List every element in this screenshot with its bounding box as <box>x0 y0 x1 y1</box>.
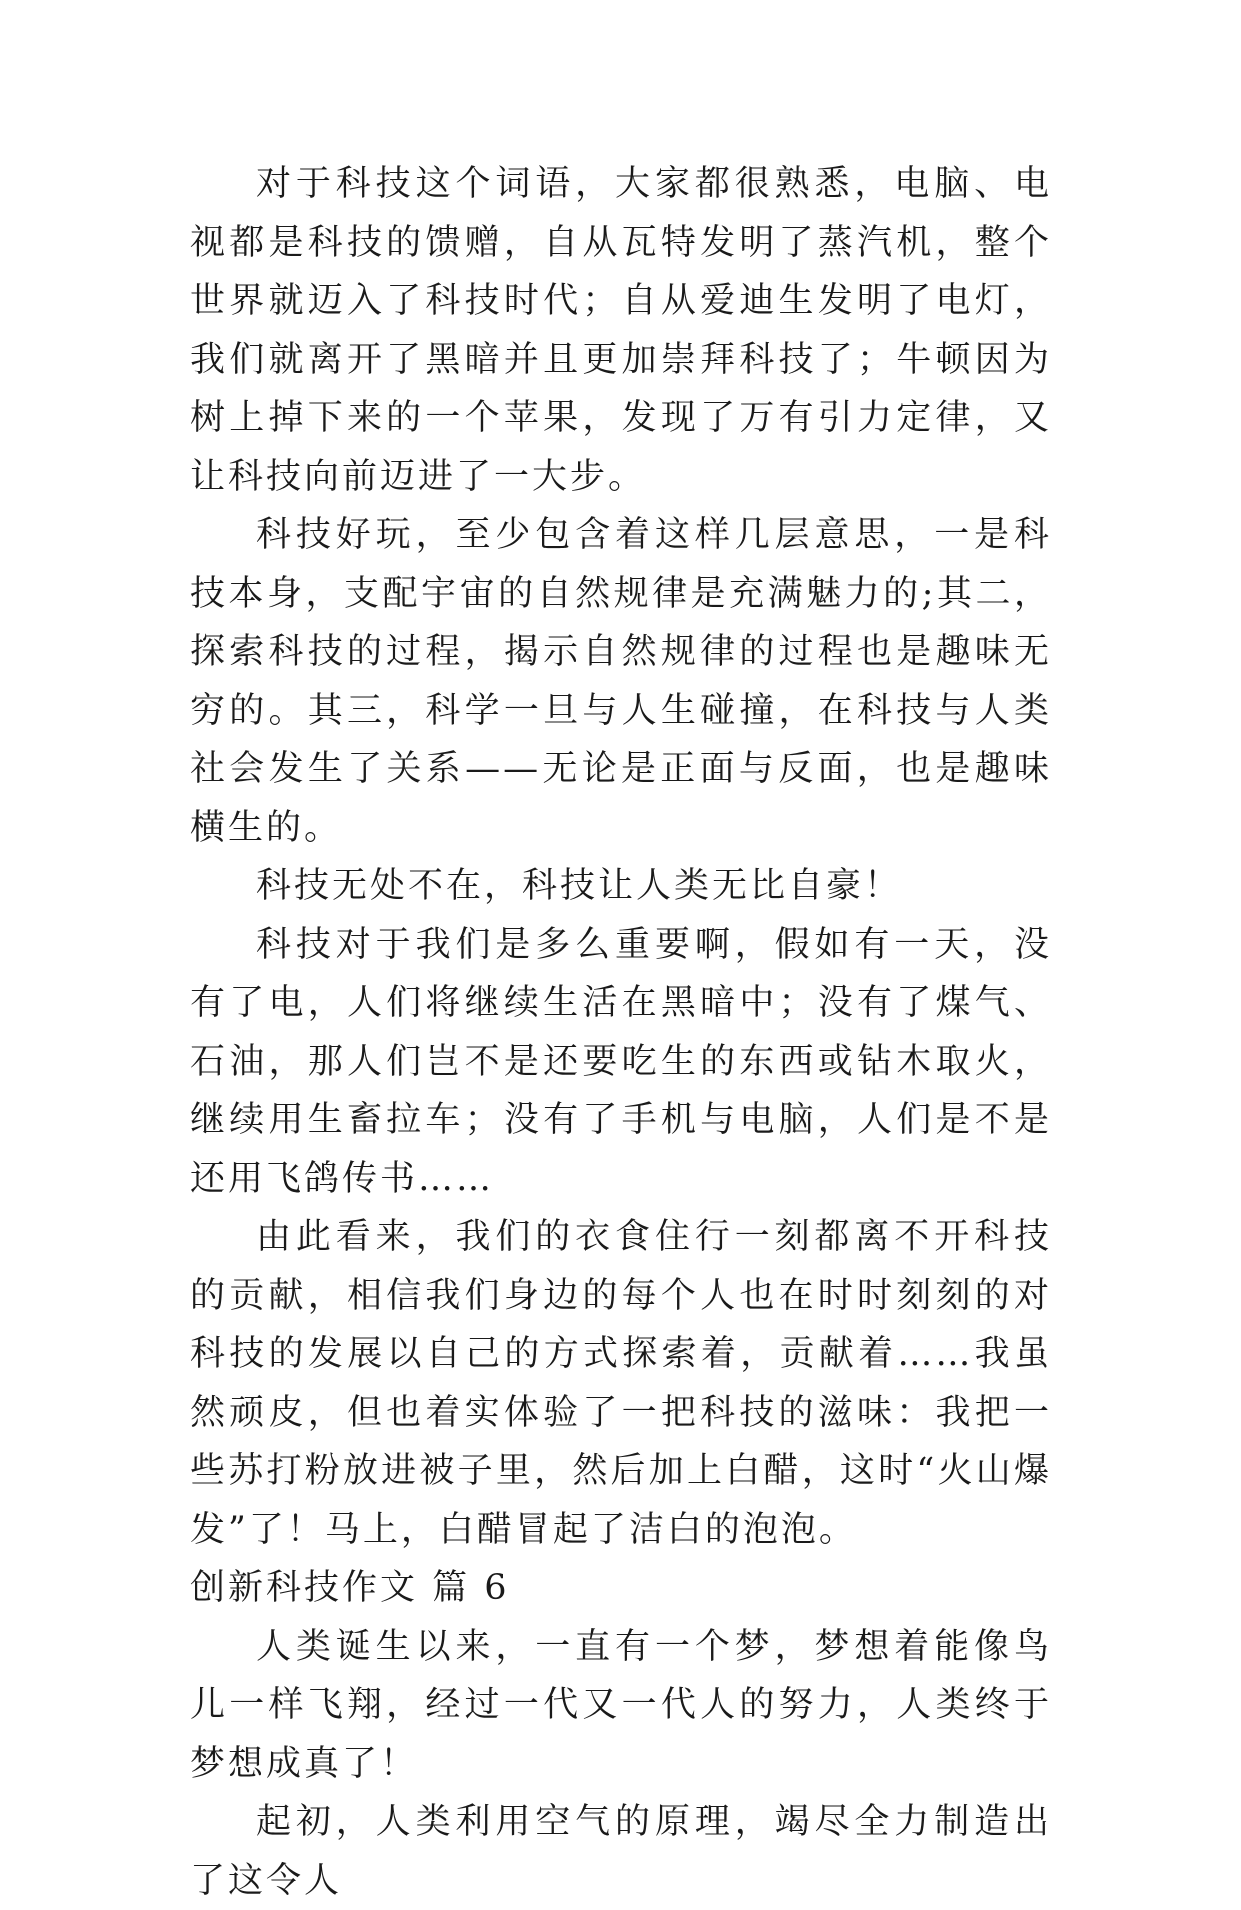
paragraph-technology-importance: 科技对于我们是多么重要啊，假如有一天，没有了电，人们将继续生活在黑暗中；没有了煤气、石油，那人们岂不是还要吃生的东西或钻木取火，继续用生畜拉车；没有了手机与电脑，人们是不是还用飞鸽传书…… <box>190 924 1052 1199</box>
paragraph-technology-history: 对于科技这个词语，大家都很熟悉，电脑、电视都是科技的馈赠，自从瓦特发明了蒸汽机，整个世界就迈入了科技时代；自从爱迪生发明了电灯，我们就离开了黑暗并且更加崇拜科技了；牛顿因为树上掉下来的一个苹果，发现了万有引力定律，又让科技向前迈进了一大步。 <box>190 164 1052 497</box>
paragraph-technology-everywhere: 科技无处不在，科技让人类无比自豪！ <box>256 866 903 906</box>
document-body <box>190 155 1052 1910</box>
paragraph-technology-experience: 由此看来，我们的衣食住行一刻都离不开科技的贡献，相信我们身边的每个人也在时时刻刻的对科技的发展以自己的方式探索着，贡献着……我虽然顽皮，但也着实体验了一把科技的滋味：我把一些苏打粉放进被子里，然后加上白醋，这时“火山爆发”了！马上，白醋冒起了洁白的泡泡。 <box>190 1217 1052 1550</box>
paragraph-flight-dream: 人类诞生以来，一直有一个梦，梦想着能像鸟儿一样飞翔，经过一代又一代人的努力，人类终于梦想成真了！ <box>190 1626 1052 1784</box>
paragraph-technology-fun: 科技好玩，至少包含着这样几层意思，一是科技本身，支配宇宙的自然规律是充满魅力的;其二，探索科技的过程，揭示自然规律的过程也是趣味无穷的。其三，科学一旦与人生碰撞，在科技与人类社会发生了关系——无论是正面与反面，也是趣味横生的。 <box>190 515 1052 848</box>
paragraph-flight-beginning: 起初，人类利用空气的原理，竭尽全力制造出了这令人 <box>190 1802 1052 1901</box>
section-heading: 创新科技作文 篇 6 <box>190 1568 510 1608</box>
